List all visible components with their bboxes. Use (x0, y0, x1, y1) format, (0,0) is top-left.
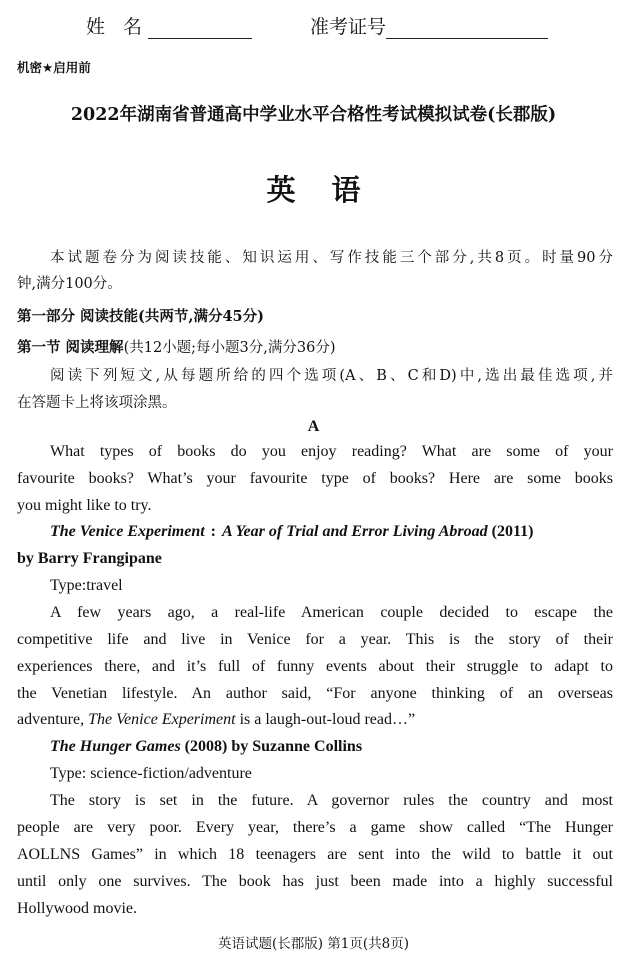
book2-desc-line-3: AOLLNS Games” in which 18 teenagers are sent into the wild to battle it out (17, 846, 613, 863)
book1-title: The Venice Experiment (50, 523, 205, 540)
intro-line-2: 钟,满分100分。 (17, 276, 122, 292)
book2-title-line (50, 738, 362, 756)
book2-type: Type: science-fiction/adventure (50, 765, 252, 782)
book1-subtitle: A Year of Trial and Error Living Abroad (221, 523, 488, 540)
book2-desc-line-2: people are very poor. Every year, there’s a game show called “The Hunger (17, 819, 613, 836)
book2-desc-line-1: The story is set in the future. A governor rules the country and most (50, 792, 613, 809)
section1-heading (17, 336, 336, 357)
book2-year-author: (2008) by Suzanne Collins (184, 738, 363, 755)
exam-id-field (310, 12, 548, 39)
passage-intro-line-3: you might like to try. (17, 497, 152, 514)
name-field (86, 12, 252, 39)
book1-desc-line-4: the Venetian lifestyle. An author said, “For anyone thinking of an overseas (17, 685, 613, 702)
passage-intro-line-2: favourite books? What’s your favourite type of books? Here are some books (17, 470, 613, 487)
book2-desc-line-4: until only one survives. The book has just been made into a highly successful (17, 873, 613, 890)
book1-desc-line-2: competitive life and live in Venice for a year. This is the story of their (17, 631, 613, 648)
passage-intro-line-1: What types of books do you enjoy reading? What are some of your (50, 443, 613, 460)
book1-author: by Barry Frangipane (17, 550, 162, 567)
secret-mark: 机密★启用前 (17, 60, 91, 75)
exam-id-label: 准考证号 (310, 16, 387, 38)
book1-title-line (50, 523, 533, 541)
instruction-line-1: 阅读下列短文,从每题所给的四个选项(A、B、C和D)中,选出最佳选项,并 (50, 368, 613, 384)
book2-desc-line-5: Hollywood movie. (17, 900, 137, 917)
book1-desc-line-5 (17, 711, 415, 729)
book1-desc-line-1: A few years ago, a real-life American couple decided to escape the (50, 604, 613, 621)
exam-id-underline (386, 18, 548, 39)
book1-desc-line-3: experiences there, and it’s full of funny events about their struggle to adapt to (17, 658, 613, 675)
name-underline (148, 18, 252, 39)
book1-type: Type:travel (50, 577, 123, 594)
book1-desc-line-5-title: The Venice Experiment (88, 711, 236, 728)
book1-desc-line-5-post: is a laugh-out-loud read…” (239, 711, 416, 728)
book1-desc-line-5-pre: adventure, (17, 711, 85, 728)
name-label: 姓 名 (86, 16, 149, 38)
intro-line-1: 本试题卷分为阅读技能、知识运用、写作技能三个部分,共8页。时量90分 (50, 250, 613, 266)
page-footer: 英语试题(长郡版) 第1页(共8页) (217, 936, 410, 952)
book1-year: (2011) (491, 523, 534, 540)
part1-heading: 第一部分 阅读技能(共两节,满分45分) (17, 308, 264, 325)
exam-title: 2022年湖南省普通高中学业水平合格性考试模拟试卷(长郡版) (70, 105, 557, 125)
book2-title: The Hunger Games (50, 738, 181, 755)
section1-heading-rest: (共12小题;每小题3分,满分36分) (123, 340, 336, 356)
subject-title: 英语 (266, 173, 397, 207)
book1-sep: : (210, 523, 216, 540)
section1-heading-bold: 第一节 阅读理解 (17, 339, 124, 356)
passage-a-label: A (307, 418, 320, 435)
instruction-line-2: 在答题卡上将该项涂黑。 (17, 395, 177, 411)
